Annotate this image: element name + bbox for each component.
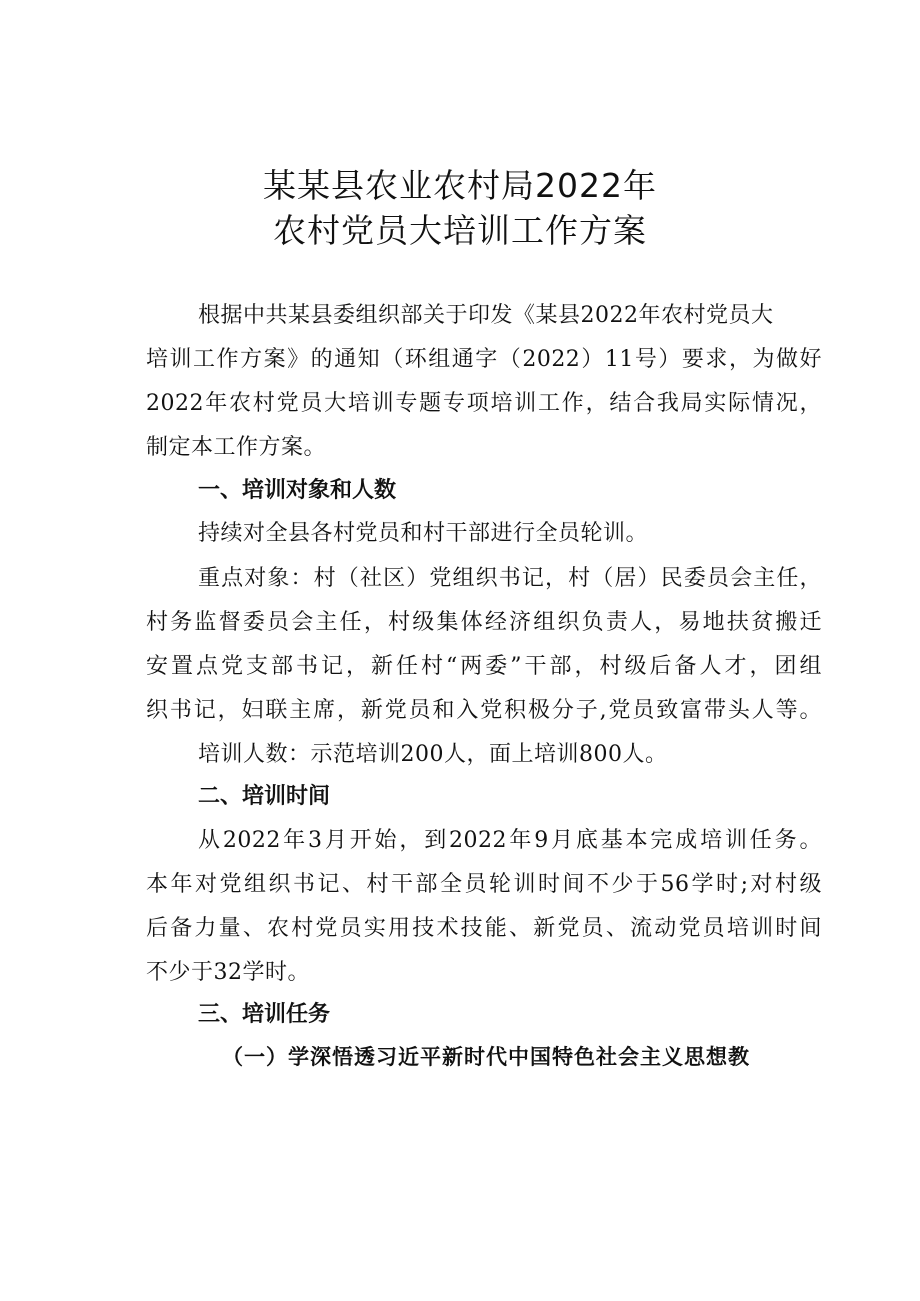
intro-line-1: 根据中共某县委组织部关于印发《某县2022年农村党员大 (198, 303, 774, 328)
section-2-line-3: 后备力量、农村党员实用技术技能、新党员、流动党员培训时间 (146, 916, 822, 941)
section-2-line-4: 不少于32学时。 (146, 960, 310, 985)
section-2-line-1: 从2022年3月开始，到2022年9月底基本完成培训任务。 (198, 828, 822, 853)
intro-line-2: 培训工作方案》的通知（环组通字（2022）11号）要求，为做好 (146, 347, 822, 372)
section-1-heading: 一、培训对象和人数 (198, 478, 397, 503)
intro-line-3: 2022年农村党员大培训专题专项培训工作，结合我局实际情况， (146, 391, 822, 416)
intro-line-4: 制定本工作方案。 (146, 435, 327, 460)
section-1-para-2-line-1: 重点对象：村（社区）党组织书记，村（居）民委员会主任， (198, 566, 822, 591)
section-2-heading: 二、培训时间 (198, 784, 331, 809)
section-2-line-2: 本年对党组织书记、村干部全员轮训时间不少于56学时;对村级 (146, 872, 822, 897)
doc-title-line-2: 农村党员大培训工作方案 (273, 211, 647, 250)
section-1-para-1: 持续对全县各村党员和村干部进行全员轮训。 (198, 521, 649, 546)
doc-title-line-1: 某某县农业农村局2022年 (263, 166, 657, 205)
section-1-para-2-line-3: 安置点党支部书记，新任村“两委”干部，村级后备人才，团组 (146, 654, 822, 679)
section-1-para-2-line-2: 村务监督委员会主任，村级集体经济组织负责人，易地扶贫搬迁 (146, 610, 822, 635)
section-3-subheading-1: （一）学深悟透习近平新时代中国特色社会主义思想教 (222, 1044, 750, 1069)
section-3-heading: 三、培训任务 (198, 1002, 331, 1027)
section-1-para-3: 培训人数：示范培训200人，面上培训800人。 (198, 742, 668, 767)
section-1-para-2-line-4: 织书记，妇联主席，新党员和入党积极分子,党员致富带头人等。 (146, 698, 822, 723)
